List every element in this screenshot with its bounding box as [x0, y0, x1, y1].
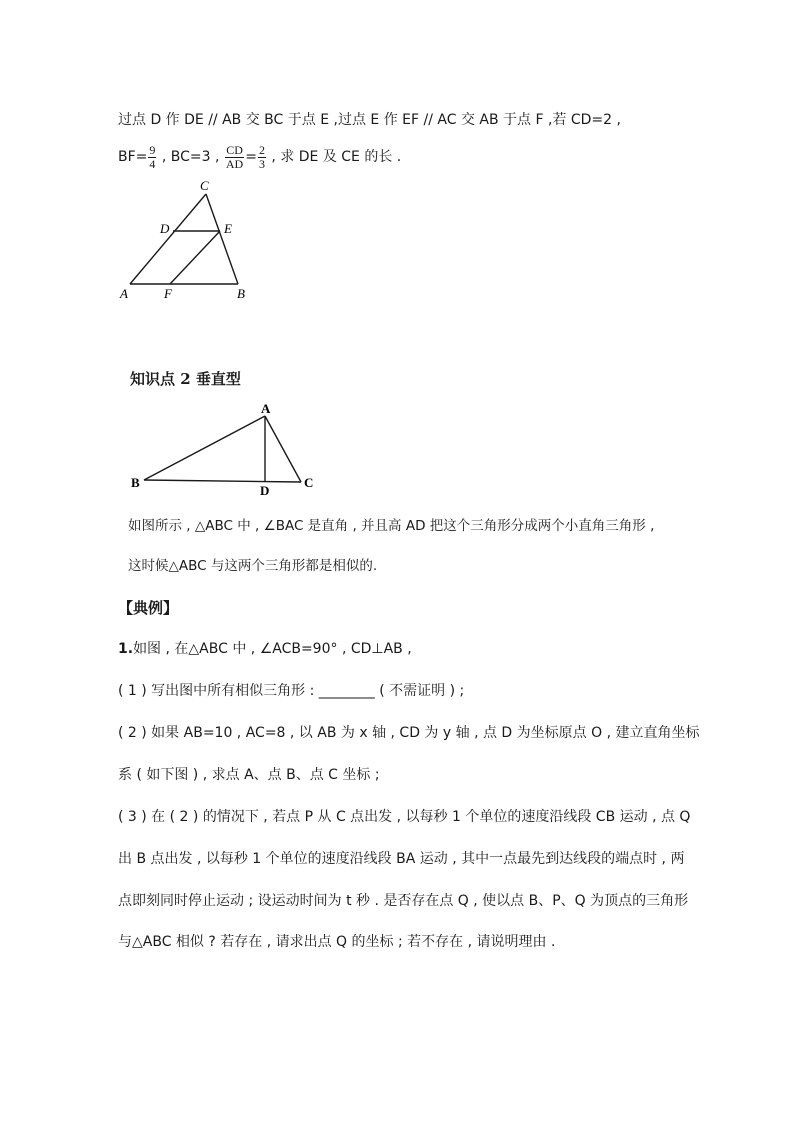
ratio-value-numerator: 2 — [258, 142, 265, 157]
ratio-numerator: CD — [226, 142, 243, 157]
label-a: A — [120, 286, 128, 301]
ratio-value-denominator: 3 — [258, 156, 265, 171]
problem-line-1: 过点 D 作 DE // AB 交 BC 于点 E ,过点 E 作 EF // AC 交 AB 于点 F ,若 CD=2 , — [118, 112, 621, 128]
bf-label: BF= — [118, 149, 148, 165]
label-b: B — [131, 475, 140, 490]
part-3-line-3: 点即刻同时停止运动 ; 设运动时间为 t 秒 . 是否存在点 Q , 使以点 B、P、Q 为顶点的三角形 — [118, 893, 689, 909]
explain-line-2: 这时候△ABC 与这两个三角形都是相似的. — [128, 558, 378, 574]
bf-denominator: 4 — [149, 156, 156, 171]
part-3-line-2: 出 B 点出发 , 以每秒 1 个单位的速度沿线段 BA 运动 , 其中一点最先到达线段的端点时 , 两 — [118, 851, 685, 867]
label-d: D — [260, 483, 270, 498]
segment-ef — [170, 231, 220, 284]
label-c: C — [304, 475, 314, 490]
bf-fraction — [148, 144, 156, 171]
label-e: E — [224, 221, 232, 236]
part-1: ( 1 ) 写出图中所有相似三角形 : ________ ( 不需证明 ) ; — [118, 683, 465, 699]
ratio-value-fraction — [258, 144, 266, 171]
question-1 — [118, 639, 412, 659]
figure-triangle-parallel — [110, 176, 270, 306]
segment-ba — [144, 416, 265, 480]
label-b: B — [237, 286, 245, 301]
bf-numerator: 9 — [149, 142, 156, 157]
section-heading: 知识点 2 垂直型 — [130, 370, 241, 388]
part-3-line-4: 与△ABC 相似 ? 若存在 , 请求出点 Q 的坐标 ; 若不存在 , 请说明理由 . — [118, 934, 556, 950]
part-2-line-1: ( 2 ) 如果 AB=10 , AC=8 , 以 AB 为 x 轴 , CD 为 y 轴 , 点 D 为坐标原点 O , 建立直角坐标 — [118, 725, 700, 741]
segment-ca — [130, 194, 206, 284]
ratio-denominator: AD — [225, 156, 244, 171]
explain-line-1: 如图所示 , △ABC 中 , ∠BAC 是直角 , 并且高 AD 把这个三角形分成两个小直角三角形 , — [128, 518, 655, 534]
question-text: , 求 DE 及 CE 的长 . — [266, 149, 402, 165]
ratio-fraction — [225, 144, 244, 171]
label-c: C — [200, 178, 209, 193]
equals-sign: = — [245, 149, 257, 165]
example-header: 【典例】 — [118, 599, 179, 617]
question-number: 1. — [118, 641, 134, 657]
segment-cb — [206, 194, 238, 284]
segment-ac — [265, 416, 301, 482]
bc-text: , BC=3 , — [157, 149, 224, 165]
part-2-line-2: 系 ( 如下图 ) , 求点 A、点 B、点 C 坐标 ; — [118, 767, 380, 783]
question-1-text: 如图 , 在△ABC 中 , ∠ACB=90° , CD⊥AB , — [133, 641, 412, 657]
problem-line-2 — [118, 140, 401, 174]
part-3-line-1: ( 3 ) 在 ( 2 ) 的情况下 , 若点 P 从 C 点出发 , 以每秒 1 个单位的速度沿线段 CB 运动 , 点 Q — [118, 809, 691, 825]
label-f: F — [164, 286, 172, 301]
label-a: A — [261, 401, 271, 416]
segment-bc — [144, 480, 301, 482]
figure-right-triangle-altitude — [126, 398, 326, 498]
label-d: D — [160, 221, 170, 236]
